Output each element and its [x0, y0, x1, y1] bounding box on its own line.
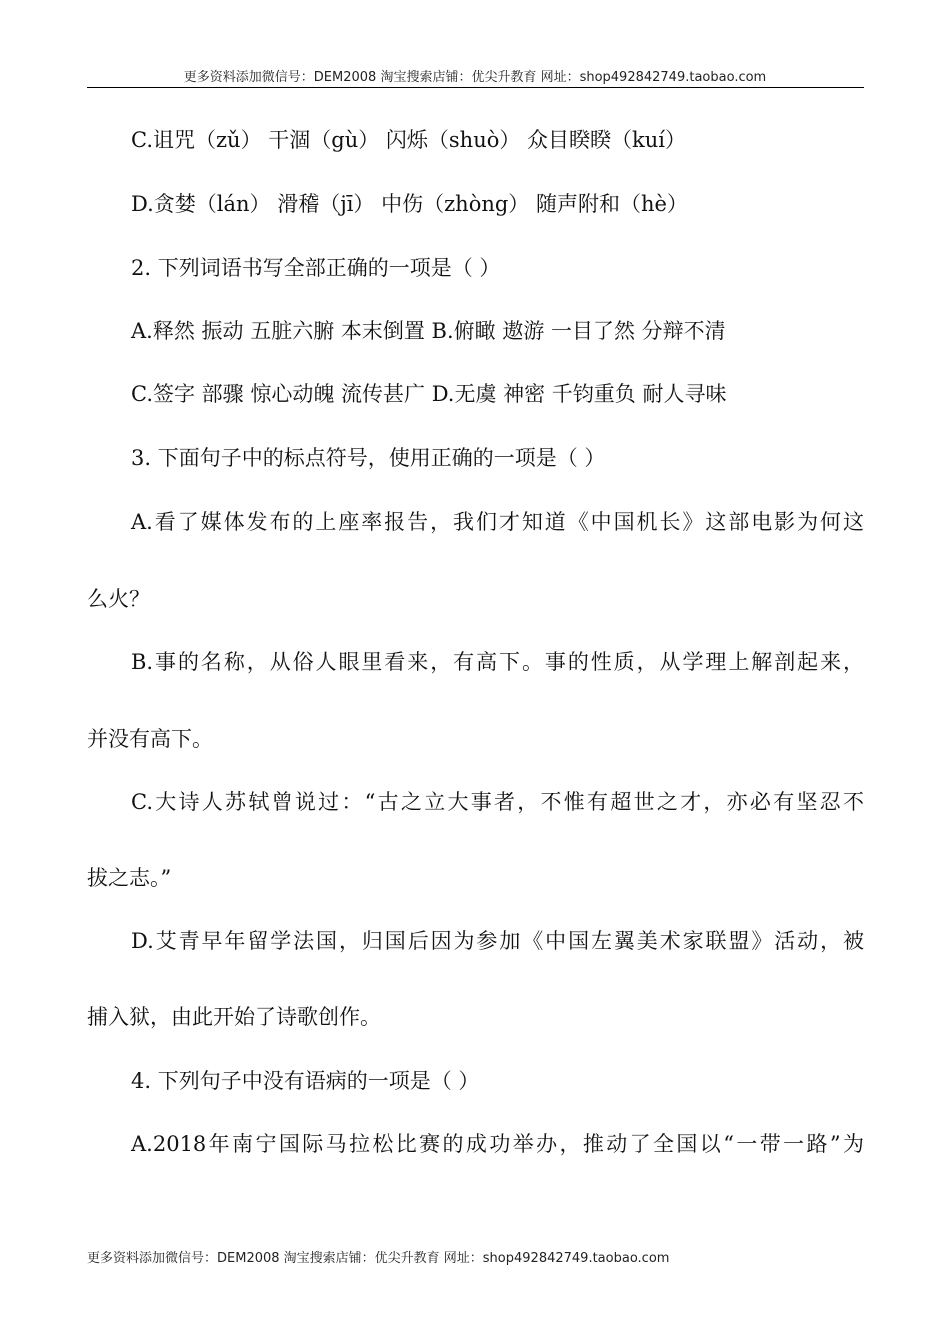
option-d-pinyin: D.贪婪（lán） 滑稽（jī） 中伤（zhòng） 随声附和（hè）	[131, 192, 688, 216]
question-4: 4. 下列句子中没有语病的一项是（ ）	[131, 1069, 480, 1093]
question-2-options-cd: C.签字 部骤 惊心动魄 流传甚广 D.无虞 神密 千钧重负 耐人寻味	[131, 382, 727, 406]
question-3-option-c-line2: 拔之志。”	[87, 866, 172, 890]
option-c-pinyin: C.诅咒（zǔ） 干涸（gù） 闪烁（shuò） 众目睽睽（kuí）	[131, 128, 687, 152]
question-3-option-b-line2: 并没有高下。	[87, 727, 213, 751]
page-header: 更多资料添加微信号：DEM2008 淘宝搜索店铺：优尖升教育 网址：shop492842749.taobao.com	[183, 70, 767, 85]
question-3-option-d-line2: 捕入狱，由此开始了诗歌创作。	[87, 1005, 381, 1029]
question-3-option-b-line1: B.事的名称，从俗人眼里看来，有高下。事的性质，从学理上解剖起来，	[131, 650, 864, 674]
header-rule	[87, 87, 864, 88]
page-footer: 更多资料添加微信号：DEM2008 淘宝搜索店铺：优尖升教育 网址：shop492842749.taobao.com	[87, 1251, 670, 1266]
question-3-option-d-line1: D.艾青早年留学法国，归国后因为参加《中国左翼美术家联盟》活动，被	[131, 929, 864, 953]
question-4-option-a-line1: A.2018年南宁国际马拉松比赛的成功举办，推动了全国以“一带一路”为	[131, 1132, 864, 1156]
question-2: 2. 下列词语书写全部正确的一项是（ ）	[131, 256, 501, 280]
question-3-option-a-line2: 么火？	[87, 587, 150, 611]
question-3-option-c-line1: C.大诗人苏轼曾说过：“古之立大事者，不惟有超世之才，亦必有坚忍不	[131, 790, 864, 814]
question-3-option-a-line1: A.看了媒体发布的上座率报告，我们才知道《中国机长》这部电影为何这	[131, 510, 864, 534]
question-2-options-ab: A.释然 振动 五脏六腑 本末倒置 B.俯瞰 遨游 一目了然 分辩不清	[131, 319, 726, 343]
question-3: 3. 下面句子中的标点符号，使用正确的一项是（ ）	[131, 446, 606, 470]
